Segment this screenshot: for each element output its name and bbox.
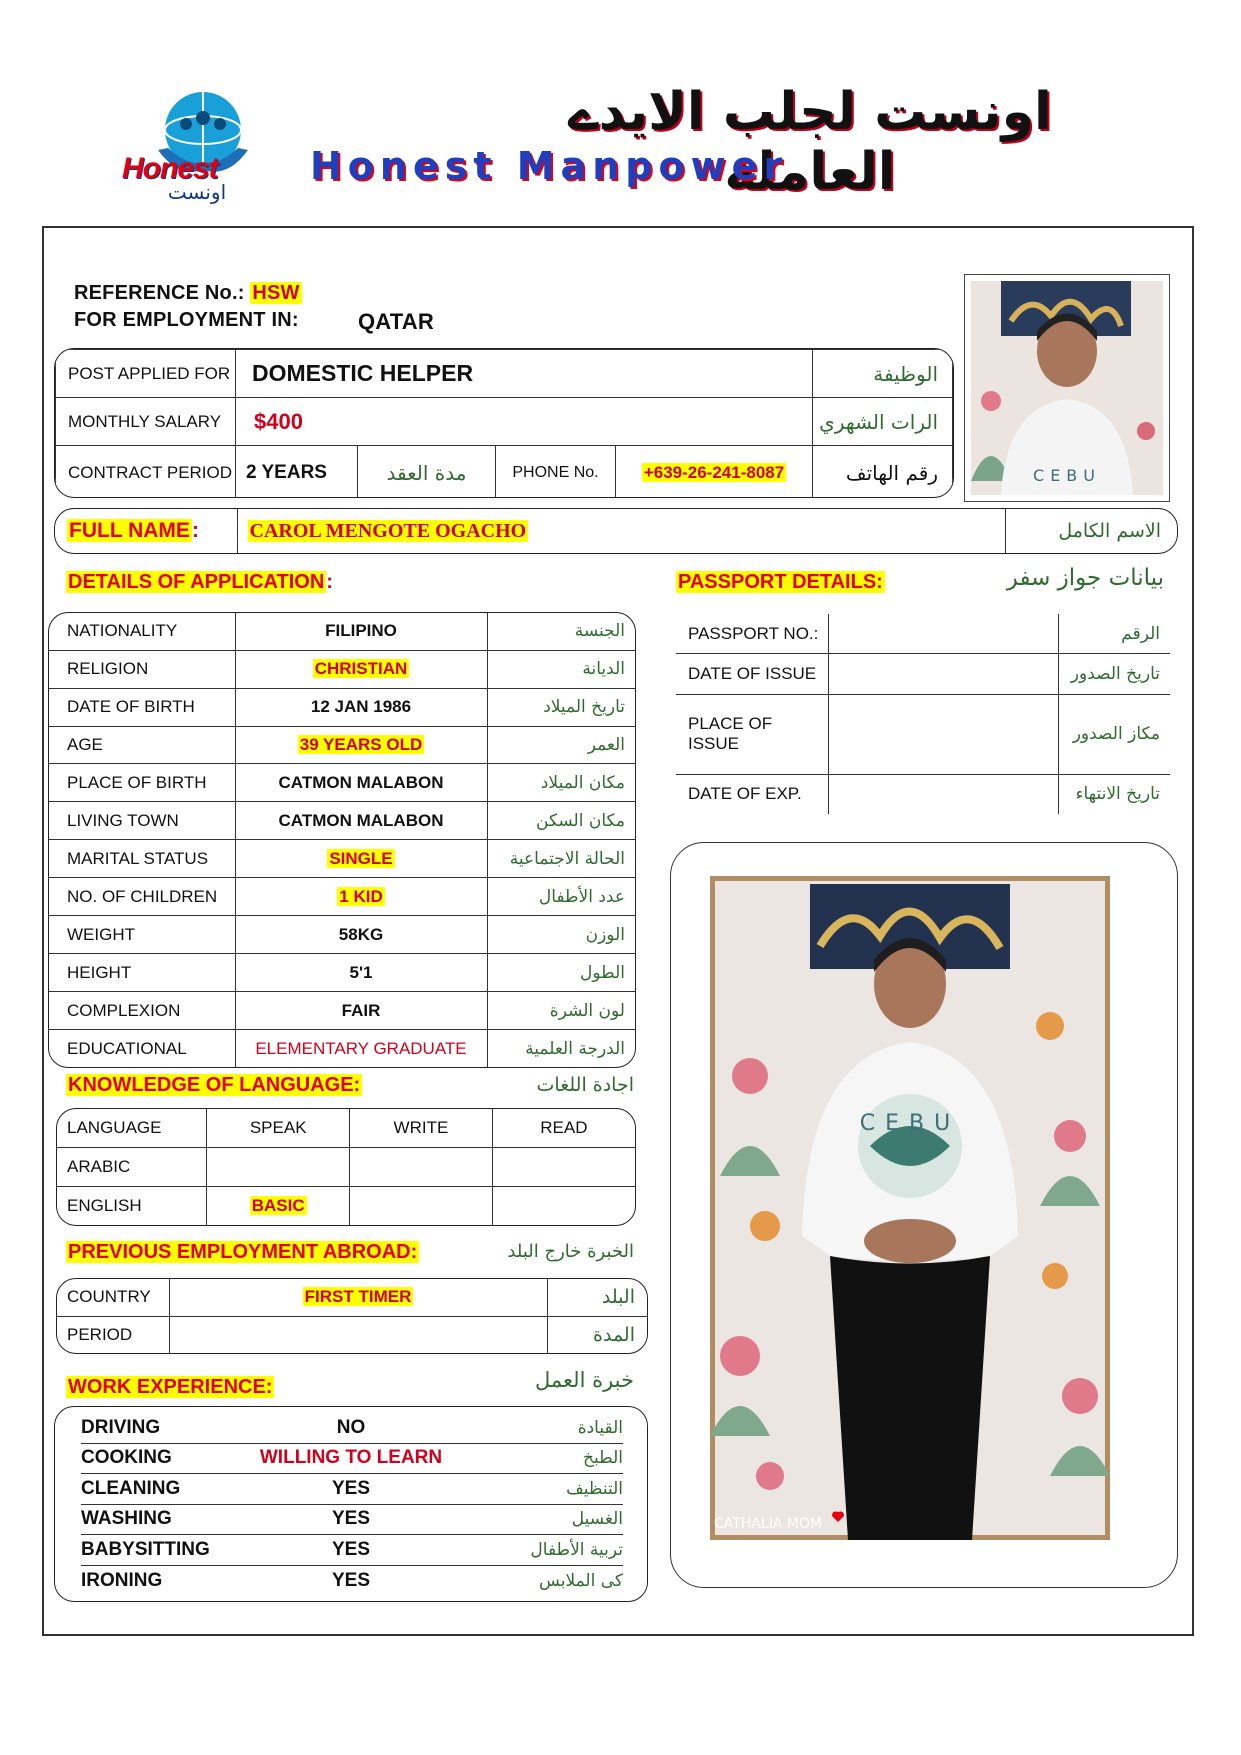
details-row (49, 688, 635, 726)
details-row-label: NATIONALITY (49, 613, 235, 650)
language-name: ARABIC (57, 1147, 207, 1186)
passport-row-label: PASSPORT NO.: (676, 614, 828, 654)
details-row-cell (235, 688, 487, 726)
previous-title (66, 1241, 419, 1264)
details-row (49, 726, 635, 764)
details-row (49, 1030, 635, 1067)
work-row-arabic: التنظيف (566, 1478, 623, 1499)
details-row-cell (235, 650, 487, 688)
applicant-photo-full (710, 876, 1110, 1540)
language-header-cell: LANGUAGE (57, 1109, 207, 1147)
salary-label: MONTHLY SALARY (56, 398, 236, 446)
language-speak-value: BASIC (251, 1196, 305, 1216)
post-arabic: الوظيفة (813, 350, 953, 398)
phone-label: PHONE No. (496, 446, 616, 499)
details-row-cell (235, 1030, 487, 1067)
details-row-value: FAIR (341, 1000, 381, 1020)
logo-text: Honest (122, 152, 218, 185)
details-row-value: CATMON MALABON (278, 810, 444, 830)
arabic-company-title: اونست لجلب الايدے العاملة (568, 82, 1052, 202)
details-row-value: 1 KID (339, 886, 383, 906)
details-row-label: AGE (49, 726, 235, 764)
passport-row-arabic: تاريخ الانتهاء (1075, 784, 1160, 805)
contract-value: 2 YEARS (236, 446, 358, 499)
details-row-label: LIVING TOWN (49, 802, 235, 840)
passport-row-arabic: الرقم (1058, 614, 1170, 654)
passport-row (676, 614, 1170, 654)
language-row (57, 1187, 635, 1225)
language-header-cell: SPEAK (207, 1109, 350, 1147)
country-value: FIRST TIMER (304, 1287, 412, 1307)
work-table-frame (54, 1406, 648, 1602)
details-row-value: CHRISTIAN (314, 659, 408, 679)
photo-caption: CATHALIA MOM (714, 1516, 823, 1532)
details-row-arabic: الحالة الاجتماعية (487, 840, 635, 878)
passport-row-label: DATE OF EXP. (676, 774, 828, 814)
phone-arabic: رقم الهاتف (813, 446, 953, 499)
details-row (49, 954, 635, 992)
passport-row-label: DATE OF ISSUE (676, 654, 828, 695)
details-row-label: WEIGHT (49, 916, 235, 954)
country-label: COUNTRY (57, 1279, 169, 1316)
work-row-label: COOKING (81, 1447, 172, 1469)
details-table (48, 612, 636, 1068)
language-title-text: KNOWLEDGE OF LANGUAGE: (68, 1074, 361, 1096)
details-row-label: RELIGION (49, 650, 235, 688)
details-row-arabic: مكان السكن (487, 802, 635, 840)
full-name-row: FULL NAME: CAROL MENGOTE OGACHO الاسم الكامل (54, 508, 1178, 554)
details-row (49, 650, 635, 688)
details-row-cell (235, 916, 487, 954)
details-row-value: 12 JAN 1986 (310, 697, 412, 717)
details-row-value: 39 YEARS OLD (299, 735, 423, 754)
post-salary-table (54, 348, 954, 498)
details-row-arabic: عدد الأطفال (487, 878, 635, 916)
work-row (81, 1444, 623, 1475)
details-row-arabic: مكان الميلاد (487, 764, 635, 802)
work-row (81, 1505, 623, 1536)
details-row (49, 840, 635, 878)
details-row-cell (235, 992, 487, 1030)
period-arabic: المدة (547, 1316, 647, 1353)
work-title (66, 1376, 274, 1399)
details-row-arabic: تاريخ الميلاد (487, 688, 635, 726)
details-row-cell (235, 802, 487, 840)
work-row (81, 1535, 623, 1566)
work-row (81, 1566, 623, 1597)
details-row (49, 764, 635, 802)
contract-label: CONTRACT PERIOD (56, 446, 236, 499)
passport-row (676, 695, 1170, 775)
logo-arabic-text: اونست (167, 180, 227, 204)
details-row-arabic: الدرجة العلمية (487, 1030, 635, 1067)
work-title-text: WORK EXPERIENCE: (68, 1376, 273, 1398)
details-row-cell (235, 613, 487, 650)
work-table (81, 1413, 623, 1596)
language-row (57, 1147, 635, 1186)
salary-value: $400 (236, 398, 813, 446)
details-row-value: FILIPINO (325, 621, 397, 641)
passport-title-text: PASSPORT DETAILS: (678, 571, 883, 593)
post-label: POST APPLIED FOR (56, 350, 236, 398)
passport-title (676, 571, 885, 594)
details-row-label: PLACE OF BIRTH (49, 764, 235, 802)
work-row-label: IRONING (81, 1569, 163, 1591)
passport-row-arabic: تاريخ الصدور (1058, 654, 1170, 695)
work-row-label: DRIVING (81, 1416, 161, 1438)
work-row-value: YES (331, 1569, 371, 1591)
details-row-arabic: الديانة (487, 650, 635, 688)
passport-row-value (828, 614, 1058, 654)
details-row-arabic: الطول (487, 954, 635, 992)
details-row-label: DATE OF BIRTH (49, 688, 235, 726)
work-row (81, 1474, 623, 1505)
period-label: PERIOD (57, 1316, 169, 1353)
work-row-value: YES (331, 1538, 371, 1560)
details-row-arabic: الوزن (487, 916, 635, 954)
work-row-label: BABYSITTING (81, 1538, 210, 1560)
work-row-arabic: كى الملابس (539, 1570, 623, 1591)
details-row-cell (235, 878, 487, 916)
work-row-arabic: القيادة (577, 1417, 623, 1438)
details-title-text: DETAILS OF APPLICATION (68, 571, 325, 593)
language-header-cell: WRITE (350, 1109, 493, 1147)
details-row-arabic: لون الشرة (487, 992, 635, 1030)
details-row-label: COMPLEXION (49, 992, 235, 1030)
reference-row (74, 282, 302, 305)
work-row-arabic: الغسيل (571, 1509, 623, 1530)
language-speak-cell (207, 1187, 350, 1225)
applicant-photo-small (964, 274, 1170, 502)
language-write-cell (350, 1147, 493, 1186)
details-row-value: ELEMENTARY GRADUATE (255, 1038, 467, 1058)
salary-arabic: الرات الشهري (813, 398, 953, 446)
employment-country: QATAR (358, 309, 434, 334)
passport-row-value (828, 774, 1058, 814)
details-row-label: NO. OF CHILDREN (49, 878, 235, 916)
details-row-arabic: العمر (487, 726, 635, 764)
details-row-cell (235, 954, 487, 992)
details-row-cell (235, 840, 487, 878)
passport-table (676, 614, 1170, 814)
passport-row-value (828, 695, 1058, 775)
language-name: ENGLISH (57, 1187, 207, 1225)
previous-table (56, 1278, 648, 1354)
language-title-arabic: اجادة اللغات (536, 1074, 634, 1096)
language-read-cell (492, 1187, 635, 1225)
language-title (66, 1074, 362, 1097)
language-header-row (57, 1109, 635, 1147)
details-row-label: HEIGHT (49, 954, 235, 992)
passport-row (676, 654, 1170, 695)
work-row-arabic: تربية الأطفال (530, 1539, 623, 1560)
passport-row-value (828, 654, 1058, 695)
language-header-cell: READ (492, 1109, 635, 1147)
work-row-arabic: الطبخ (583, 1448, 623, 1469)
employment-label: FOR EMPLOYMENT IN: (74, 309, 299, 331)
work-row-value: YES (331, 1477, 371, 1499)
details-row-value: CATMON MALABON (278, 772, 444, 792)
details-row-cell (235, 764, 487, 802)
full-name-value: CAROL MENGOTE OGACHO (249, 519, 527, 542)
details-row (49, 802, 635, 840)
post-value: DOMESTIC HELPER (236, 350, 813, 398)
details-row (49, 613, 635, 650)
contract-arabic: مدة العقد (358, 446, 496, 499)
work-title-arabic: خبرة العمل (535, 1368, 634, 1392)
english-company-title: Honest Manpower (310, 144, 789, 188)
details-row-value: 58KG (338, 924, 384, 944)
work-row-value: NO (336, 1416, 366, 1438)
period-value (169, 1316, 547, 1353)
passport-row-arabic: مكاز الصدور (1058, 695, 1170, 775)
passport-title-arabic: بيانات جواز سفر (1006, 565, 1164, 591)
work-row-label: CLEANING (81, 1477, 181, 1499)
full-name-arabic: الاسم الكامل (1005, 509, 1177, 553)
details-row-value: SINGLE (329, 848, 393, 868)
details-row (49, 992, 635, 1030)
full-name-label: FULL NAME (69, 519, 190, 542)
work-row-value: WILLING TO LEARN (259, 1447, 443, 1469)
details-title: DETAILS OF APPLICATION : (68, 571, 333, 593)
shirt-text-small: CEBU (1033, 466, 1101, 485)
phone-value: +639-26-241-8087 (643, 462, 785, 482)
country-arabic: البلد (547, 1279, 647, 1316)
language-table (56, 1108, 636, 1226)
previous-title-arabic: الخبرة خارج البلد (507, 1241, 634, 1262)
reference-label: REFERENCE No.: (74, 282, 245, 304)
work-row-value: YES (331, 1508, 371, 1530)
details-row (49, 916, 635, 954)
details-row-cell (235, 726, 487, 764)
passport-row-label: PLACE OF ISSUE (676, 695, 828, 775)
details-row-arabic: الجنسة (487, 613, 635, 650)
language-write-cell (350, 1187, 493, 1225)
details-row-label: EDUCATIONAL (49, 1030, 235, 1067)
reference-value: HSW (252, 282, 300, 304)
work-row-label: WASHING (81, 1508, 172, 1530)
previous-title-text: PREVIOUS EMPLOYMENT ABROAD: (68, 1241, 418, 1263)
work-row (81, 1413, 623, 1444)
language-read-cell (492, 1147, 635, 1186)
language-speak-cell (207, 1147, 350, 1186)
shirt-text-large: CEBU (859, 1111, 961, 1136)
details-row (49, 878, 635, 916)
details-row-label: MARITAL STATUS (49, 840, 235, 878)
passport-row (676, 774, 1170, 814)
details-row-value: 5'1 (349, 962, 373, 982)
